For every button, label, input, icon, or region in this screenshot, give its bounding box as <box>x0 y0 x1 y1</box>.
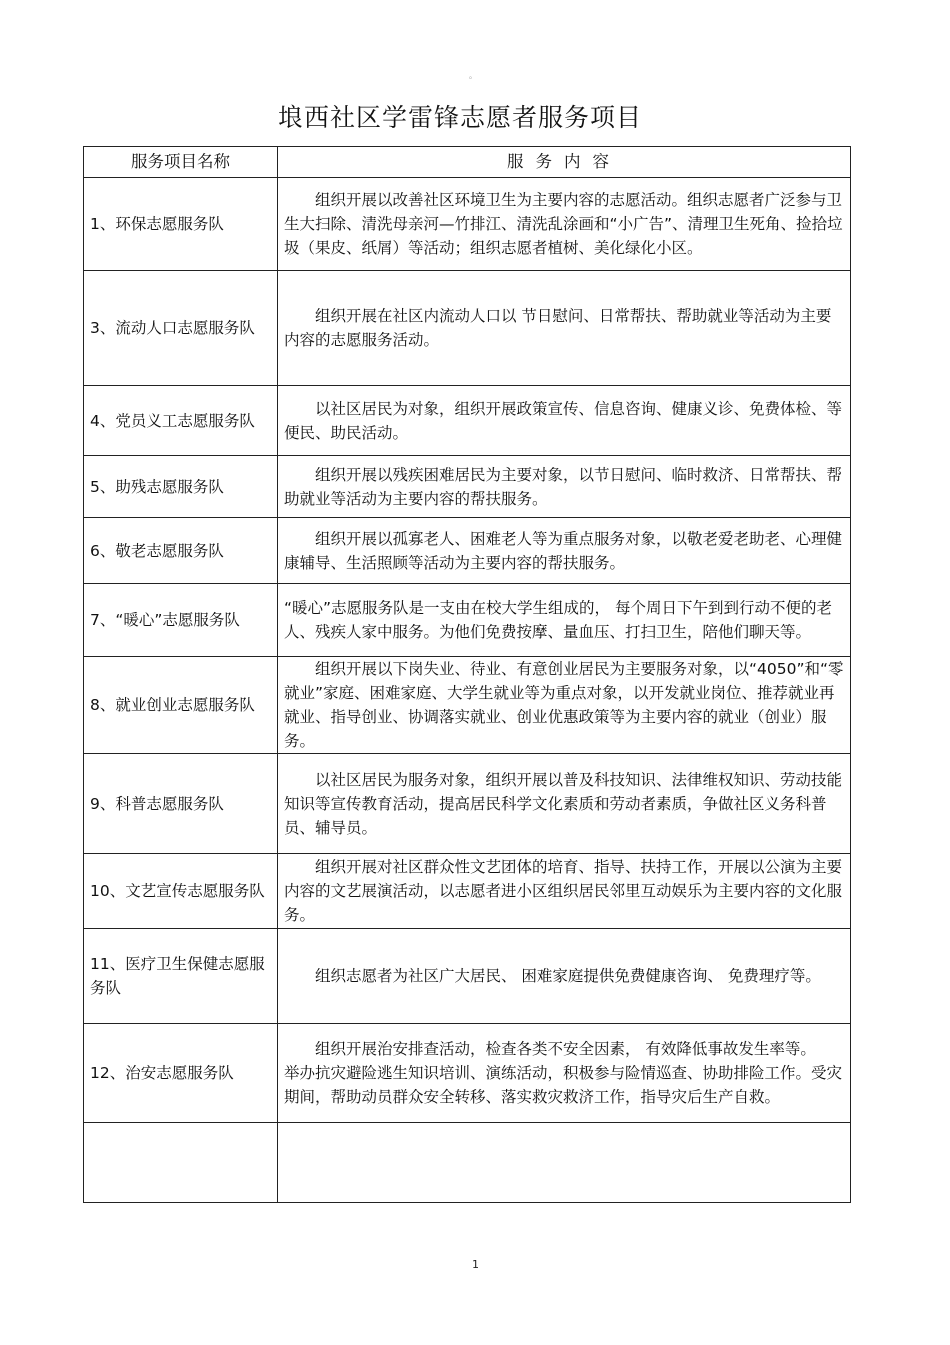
service-content <box>278 754 851 854</box>
table-row <box>84 178 851 271</box>
service-team-name: 11、医疗卫生保健志愿服务队 <box>84 929 278 1024</box>
content-paragraph: 组织开展以下岗失业、待业、有意创业居民为主要服务对象，以“4050”和“零就业”家庭、困难家庭、大学生就业等为重点对象，以开发就业岗位、推荐就业再就业、指导创业、协调落实就业、创业优惠政策等为主要内容的就业（创业）服务。 <box>284 660 844 750</box>
service-content <box>278 854 851 929</box>
content-paragraph: 组织开展以改善社区环境卫生为主要内容的志愿活动。组织志愿者广泛参与卫生大扫除、清洗母亲河—竹排江、清洗乱涂画和“小广告”、清理卫生死角、捡拾垃圾（果皮、纸屑）等活动；组织志愿者植树、美化绿化小区。 <box>284 191 843 257</box>
table-row <box>84 386 851 456</box>
service-team-name: 7、“暖心”志愿服务队 <box>84 584 278 657</box>
table-row <box>84 1024 851 1123</box>
service-content <box>278 1123 851 1203</box>
service-team-name: 5、助残志愿服务队 <box>84 456 278 518</box>
service-content <box>278 518 851 584</box>
service-team-name <box>84 1123 278 1203</box>
header-content: 服务内容 <box>278 147 851 178</box>
service-content <box>278 657 851 754</box>
table-row <box>84 456 851 518</box>
content-paragraph: 举办抗灾避险逃生知识培训、演练活动，积极参与险情巡查、协助排险工作。受灾期间，帮助动员群众安全转移、落实救灾救济工作，指导灾后生产自救。 <box>284 1064 843 1106</box>
page-title: 埌西社区学雷锋志愿者服务项目 <box>277 103 642 132</box>
content-paragraph: 组织开展在社区内流动人口以 节日慰问、日常帮扶、帮助就业等活动为主要内容的志愿服务活动。 <box>284 307 832 349</box>
content-paragraph: 组织开展治安排查活动，检查各类不安全因素， 有效降低事故发生率等。 <box>315 1040 816 1058</box>
content-paragraph: 以社区居民为服务对象，组织开展以普及科技知识、法律维权知识、劳动技能知识等宣传教育活动，提高居民科学文化素质和劳动者素质，争做社区义务科普员、辅导员。 <box>284 770 843 837</box>
table-row <box>84 929 851 1024</box>
service-team-name: 3、流动人口志愿服务队 <box>84 271 278 386</box>
service-content <box>278 386 851 456</box>
service-team-name: 6、敬老志愿服务队 <box>84 518 278 584</box>
service-team-name: 9、科普志愿服务队 <box>84 754 278 854</box>
service-team-name: 1、环保志愿服务队 <box>84 178 278 271</box>
service-content <box>278 929 851 1024</box>
content-paragraph: 以社区居民为对象，组织开展政策宣传、信息咨询、健康义诊、免费体检、等便民、助民活动。 <box>284 399 843 442</box>
table-row <box>84 271 851 386</box>
content-paragraph: 组织开展以残疾困难居民为主要对象，以节日慰问、临时救济、日常帮扶、帮助就业等活动为主要内容的帮扶服务。 <box>284 465 843 508</box>
header-item-name: 服务项目名称 <box>84 147 278 178</box>
service-table <box>83 146 851 1203</box>
service-content <box>278 584 851 657</box>
table-row <box>84 754 851 854</box>
table-row <box>84 657 851 754</box>
content-paragraph: 组织开展对社区群众性文艺团体的培育、指导、扶持工作，开展以公演为主要内容的文艺展演活动，以志愿者进小区组织居民邻里互动娱乐为主要内容的文化服务。 <box>284 858 843 924</box>
table-row <box>84 1123 851 1203</box>
content-paragraph: “暖心”志愿服务队是一支由在校大学生组成的， 每个周日下午到到行动不便的老人、残疾人家中服务。为他们免费按摩、量血压、打扫卫生，陪他们聊天等。 <box>284 599 832 641</box>
content-paragraph: 组织志愿者为社区广大居民、 困难家庭提供免费健康咨询、 免费理疗等。 <box>315 967 821 985</box>
service-team-name: 4、党员义工志愿服务队 <box>84 386 278 456</box>
content-paragraph: 组织开展以孤寡老人、困难老人等为重点服务对象，以敬老爱老助老、心理健康辅导、生活照顾等活动为主要内容的帮扶服务。 <box>284 529 843 572</box>
service-content <box>278 456 851 518</box>
service-content <box>278 178 851 271</box>
service-team-name: 8、就业创业志愿服务队 <box>84 657 278 754</box>
table-row <box>84 854 851 929</box>
table-row <box>84 518 851 584</box>
page-mark: 。 <box>469 71 477 80</box>
service-content <box>278 1024 851 1123</box>
table-row <box>84 584 851 657</box>
service-team-name: 12、治安志愿服务队 <box>84 1024 278 1123</box>
page-number: 1 <box>472 1258 479 1271</box>
service-content <box>278 271 851 386</box>
table-header-row <box>84 147 851 178</box>
service-team-name: 10、文艺宣传志愿服务队 <box>84 854 278 929</box>
